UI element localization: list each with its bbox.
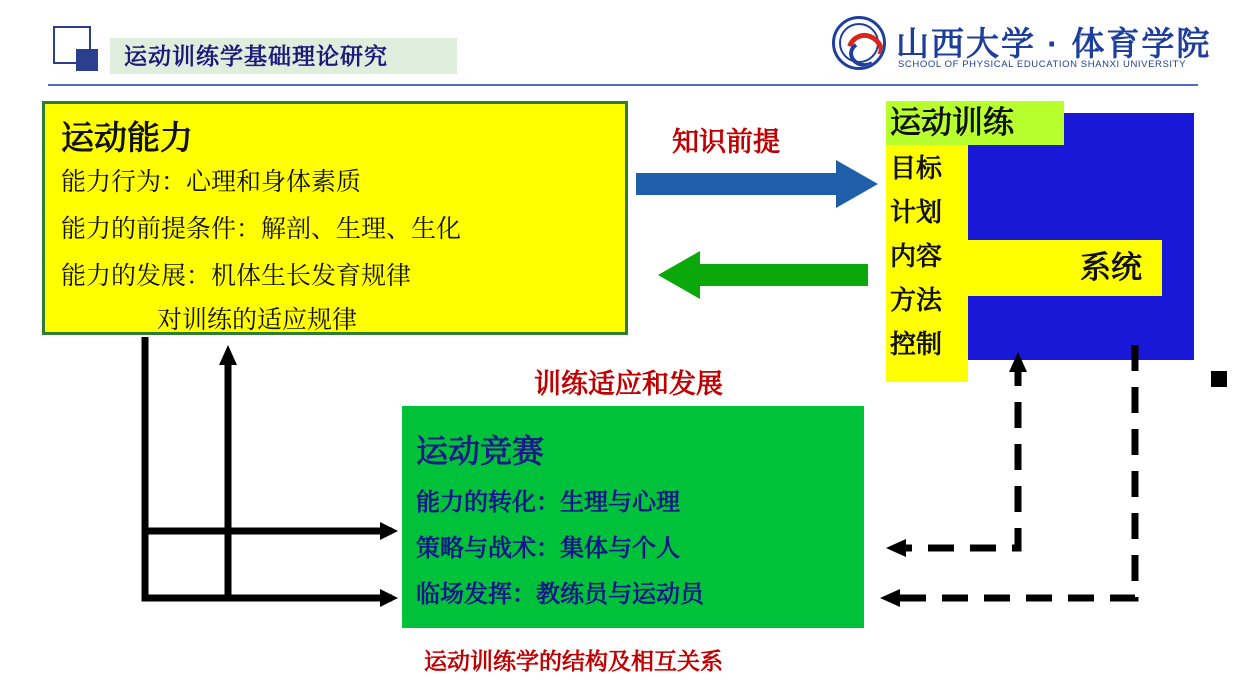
arrow-training-to-ability-icon — [658, 251, 868, 299]
competition-box-line-2: 策略与战术：集体与个人 — [416, 535, 680, 562]
dashed-arrow-outer-to-competition-icon — [880, 345, 1135, 607]
page-title: 运动训练学基础理论研究 — [124, 43, 388, 69]
ability-box-line-4: 对训练的适应规律 — [157, 306, 358, 334]
dashed-arrow-training-to-competition-icon — [886, 352, 1027, 557]
header-divider — [48, 84, 1198, 86]
logo-name-en: SCHOOL OF PHYSICAL EDUCATION SHANXI UNIVERSITY — [898, 59, 1187, 70]
arrow-ability-to-competition-icon — [145, 337, 398, 540]
label-training-adaptation: 训练适应和发展 — [534, 369, 723, 399]
training-item-4: 控制 — [890, 329, 943, 359]
training-item-2: 内容 — [890, 241, 943, 271]
competition-box — [402, 406, 864, 628]
university-emblem-icon — [832, 16, 886, 70]
ability-box-line-2: 能力的前提条件：解剖、生理、生化 — [61, 215, 462, 243]
competition-box-line-1: 能力的转化：生理与心理 — [416, 489, 680, 516]
arrow-ability-to-training-icon — [636, 160, 878, 208]
training-item-0: 目标 — [890, 153, 943, 183]
training-item-1: 计划 — [890, 197, 943, 227]
arrow-competition-to-ability-icon — [145, 345, 398, 607]
ability-box-title: 运动能力 — [61, 119, 193, 156]
header-square-solid-icon — [76, 49, 98, 71]
training-item-3: 方法 — [890, 285, 943, 315]
diagram-caption: 运动训练学的结构及相互关系 — [424, 648, 723, 674]
logo-name-cn: 山西大学 · 体育学院 — [896, 25, 1212, 62]
system-label: 系统 — [1080, 250, 1142, 285]
ability-box-line-1: 能力行为：心理和身体素质 — [61, 168, 362, 196]
label-knowledge-premise: 知识前提 — [672, 127, 780, 157]
ability-box — [42, 101, 628, 335]
ability-box-line-3: 能力的发展：机体生长发育规律 — [61, 262, 412, 290]
competition-box-line-3: 临场发挥：教练员与运动员 — [416, 581, 704, 608]
bullet-square-icon — [1211, 371, 1227, 387]
training-box-title: 运动训练 — [890, 105, 1014, 140]
university-logo — [832, 14, 1212, 76]
competition-box-title: 运动竞赛 — [416, 433, 545, 469]
